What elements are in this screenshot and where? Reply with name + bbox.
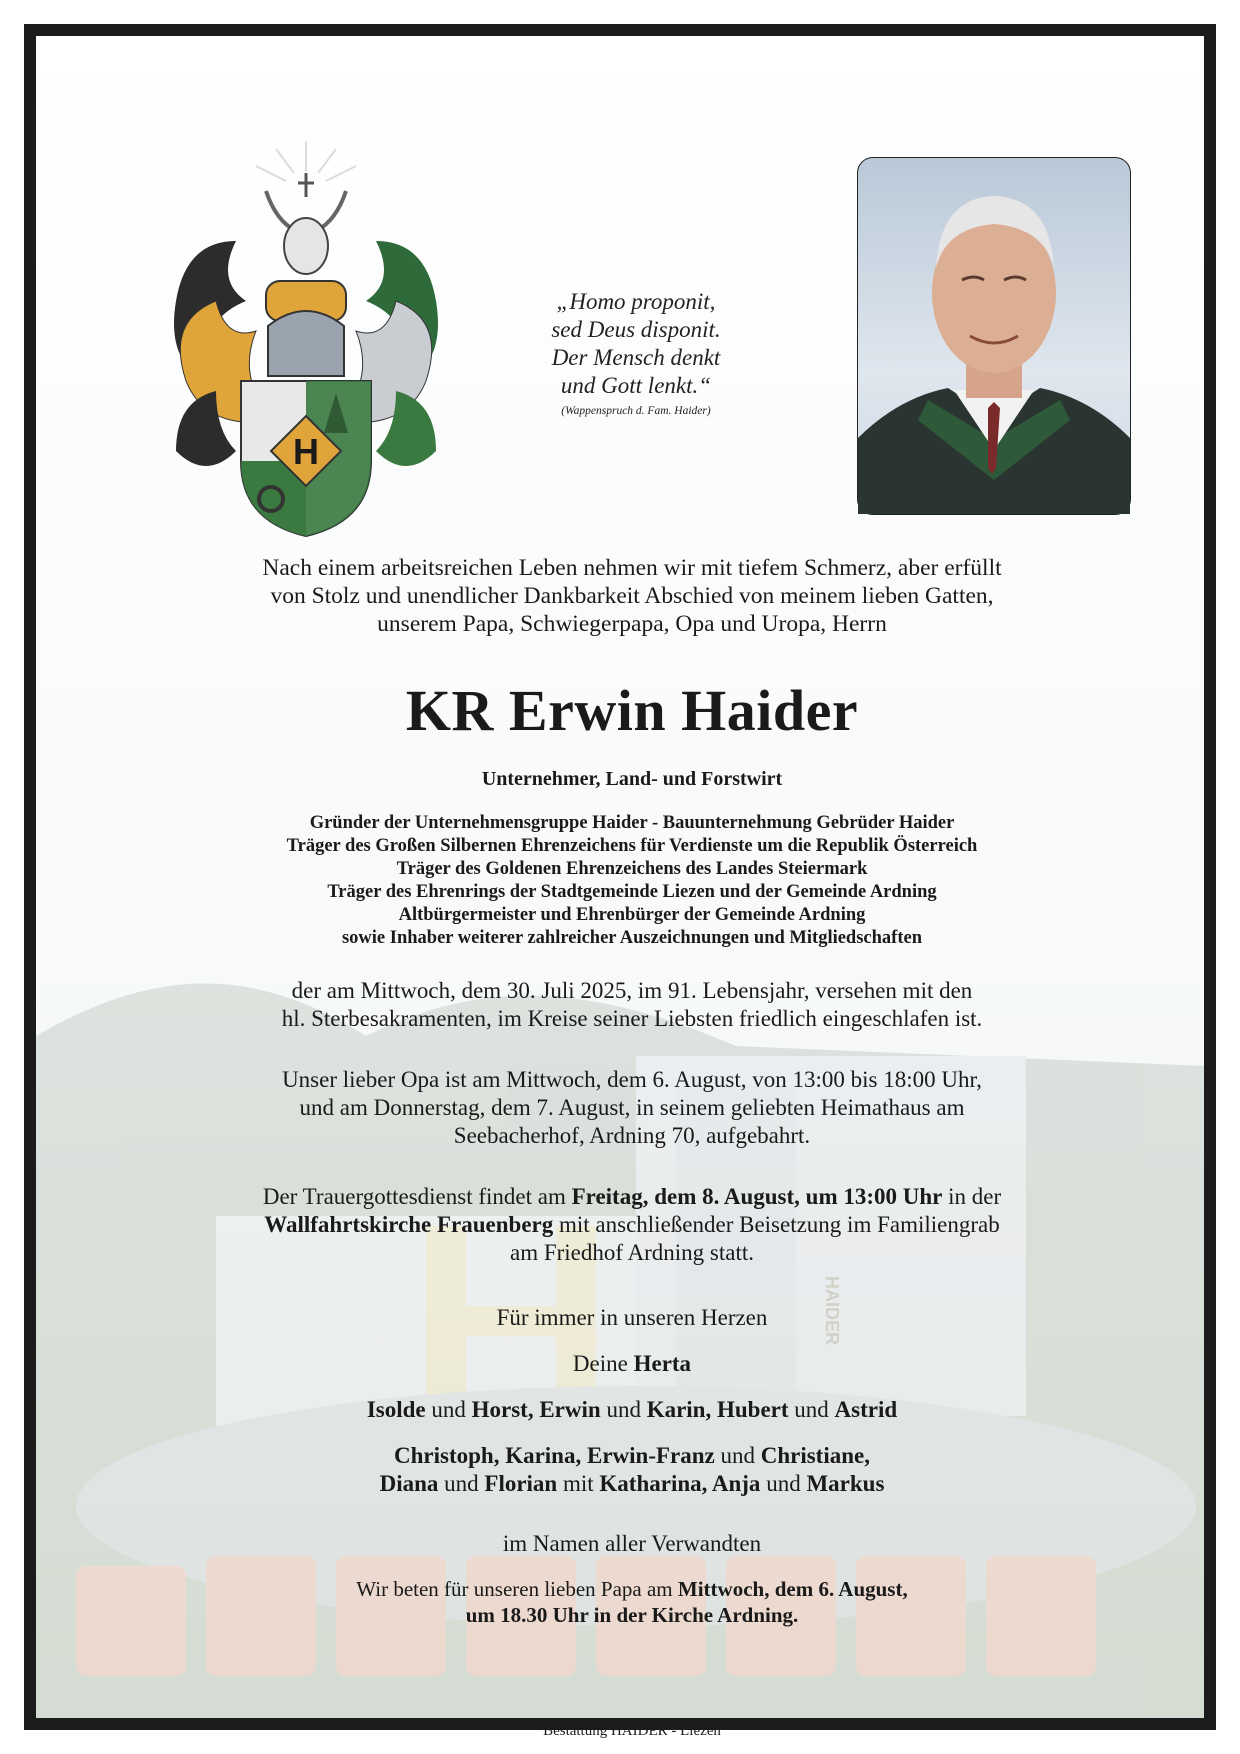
service-line-3: am Friedhof Ardning statt. [509,1240,755,1265]
honor-item: Gründer der Unternehmensgruppe Haider - Bauunternehmung Gebrüder Haider [309,813,955,833]
honor-item: Träger des Großen Silbernen Ehrenzeichens für Verdienste um die Republik Österreich [286,836,978,856]
mourner-name: Katharina, Anja [599,1471,761,1496]
motto-line: Der Mensch denkt [551,345,721,370]
intro-line: unserem Papa, Schwiegerpapa, Opa und Uropa, Herrn [377,611,887,637]
deceased-profession: Unternehmer, Land- und Forstwirt [481,768,783,790]
connector: und [438,1471,485,1496]
mourner-name: Karin, Hubert [646,1397,789,1422]
service-text: Der Trauergottesdienst findet am [262,1184,572,1209]
motto-note: (Wappenspruch d. Fam. Haider) [561,405,711,417]
portrait-photo [857,157,1131,515]
family-motto [506,288,766,420]
service-text: in der [942,1184,1002,1209]
prayer-notice [72,1576,1192,1628]
funeral-home-footer: Bestattung HAIDER - Liezen [543,1723,721,1739]
connector: und [425,1397,472,1422]
mourner-name: Horst, Erwin [471,1397,601,1422]
honors-list [72,812,1192,950]
relatives-line: im Namen aller Verwandten [502,1531,762,1556]
service-line-1 [72,1183,1192,1211]
honor-item: Altbürgermeister und Ehrenbürger der Gemeinde Ardning [398,905,866,925]
connector: und [600,1397,647,1422]
connector: und [714,1443,761,1468]
mourner-name: Markus [806,1471,885,1496]
mourner-name: Astrid [834,1397,898,1422]
intro-text [72,554,1192,638]
wife-line [72,1350,1192,1378]
mourner-name: Christoph, Karina, Erwin-Franz [394,1443,715,1468]
death-notice [72,977,1192,1033]
grandchildren-lines [72,1442,1192,1498]
motto-line: und Gott lenkt.“ [560,373,712,398]
black-border-frame [24,24,1216,1739]
crest-letter: H [293,431,319,472]
grandchildren-line-2 [72,1470,1192,1498]
children-line [72,1396,1192,1424]
funeral-service [72,1183,1192,1267]
grandchildren-line-1 [72,1442,1192,1470]
viewing-line: Seebacherhof, Ardning 70, aufgebahrt. [453,1123,811,1148]
motto-line: „Homo proponit, [556,289,716,314]
wife-name: Herta [633,1351,692,1376]
intro-line: von Stolz und unendlicher Dankbarkeit Abschied von meinem lieben Gatten, [270,583,994,609]
death-notice-line: hl. Sterbesakramenten, im Kreise seiner Liebsten friedlich eingeschlafen ist. [281,1006,983,1031]
wife-prefix: Deine [572,1351,634,1376]
portrait-illustration [858,158,1130,514]
service-church: Wallfahrtskirche Frauenberg [264,1212,554,1237]
connector: mit [557,1471,600,1496]
viewing-line: und am Donnerstag, dem 7. August, in seinem geliebten Heimathaus am [299,1095,965,1120]
mourner-name: Isolde [366,1397,426,1422]
honor-item: Träger des Goldenen Ehrenzeichens des Landes Steiermark [396,859,868,879]
deceased-name: KR Erwin Haider [405,678,859,743]
intro-line: Nach einem arbeitsreichen Leben nehmen wir mit tiefem Schmerz, aber erfüllt [262,555,1002,581]
connector: und [788,1397,835,1422]
prayer-date: Mittwoch, dem 6. August, [677,1577,908,1601]
viewing-notice [72,1066,1192,1150]
death-notice-line: der am Mittwoch, dem 30. Juli 2025, im 91. Lebensjahr, versehen mit den [291,978,973,1003]
honor-item: Träger des Ehrenrings der Stadtgemeinde Liezen und der Gemeinde Ardning [327,882,937,902]
viewing-line: Unser lieber Opa ist am Mittwoch, dem 6. August, von 13:00 bis 18:00 Uhr, [282,1067,982,1092]
background-sign-text: HAIDER [822,1276,842,1346]
service-text: mit anschließender Beisetzung im Familiengrab [553,1212,1000,1237]
prayer-line-2: um 18.30 Uhr in der Kirche Ardning. [465,1603,799,1627]
honor-item: sowie Inhaber weiterer zahlreicher Auszeichnungen und Mitgliedschaften [341,928,922,948]
motto-line: sed Deus disponit. [551,317,721,342]
service-line-2 [72,1211,1192,1239]
connector: und [760,1471,807,1496]
mourner-name: Christiane, [760,1443,870,1468]
prayer-text: Wir beten für unseren lieben Papa am [356,1577,678,1601]
mourner-name: Diana [379,1471,439,1496]
coat-of-arms-icon [156,131,456,546]
service-date: Freitag, dem 8. August, um 13:00 Uhr [571,1184,943,1209]
mourner-name: Florian [484,1471,558,1496]
closing-phrase: Für immer in unseren Herzen [496,1305,768,1330]
prayer-line-1 [72,1576,1192,1602]
